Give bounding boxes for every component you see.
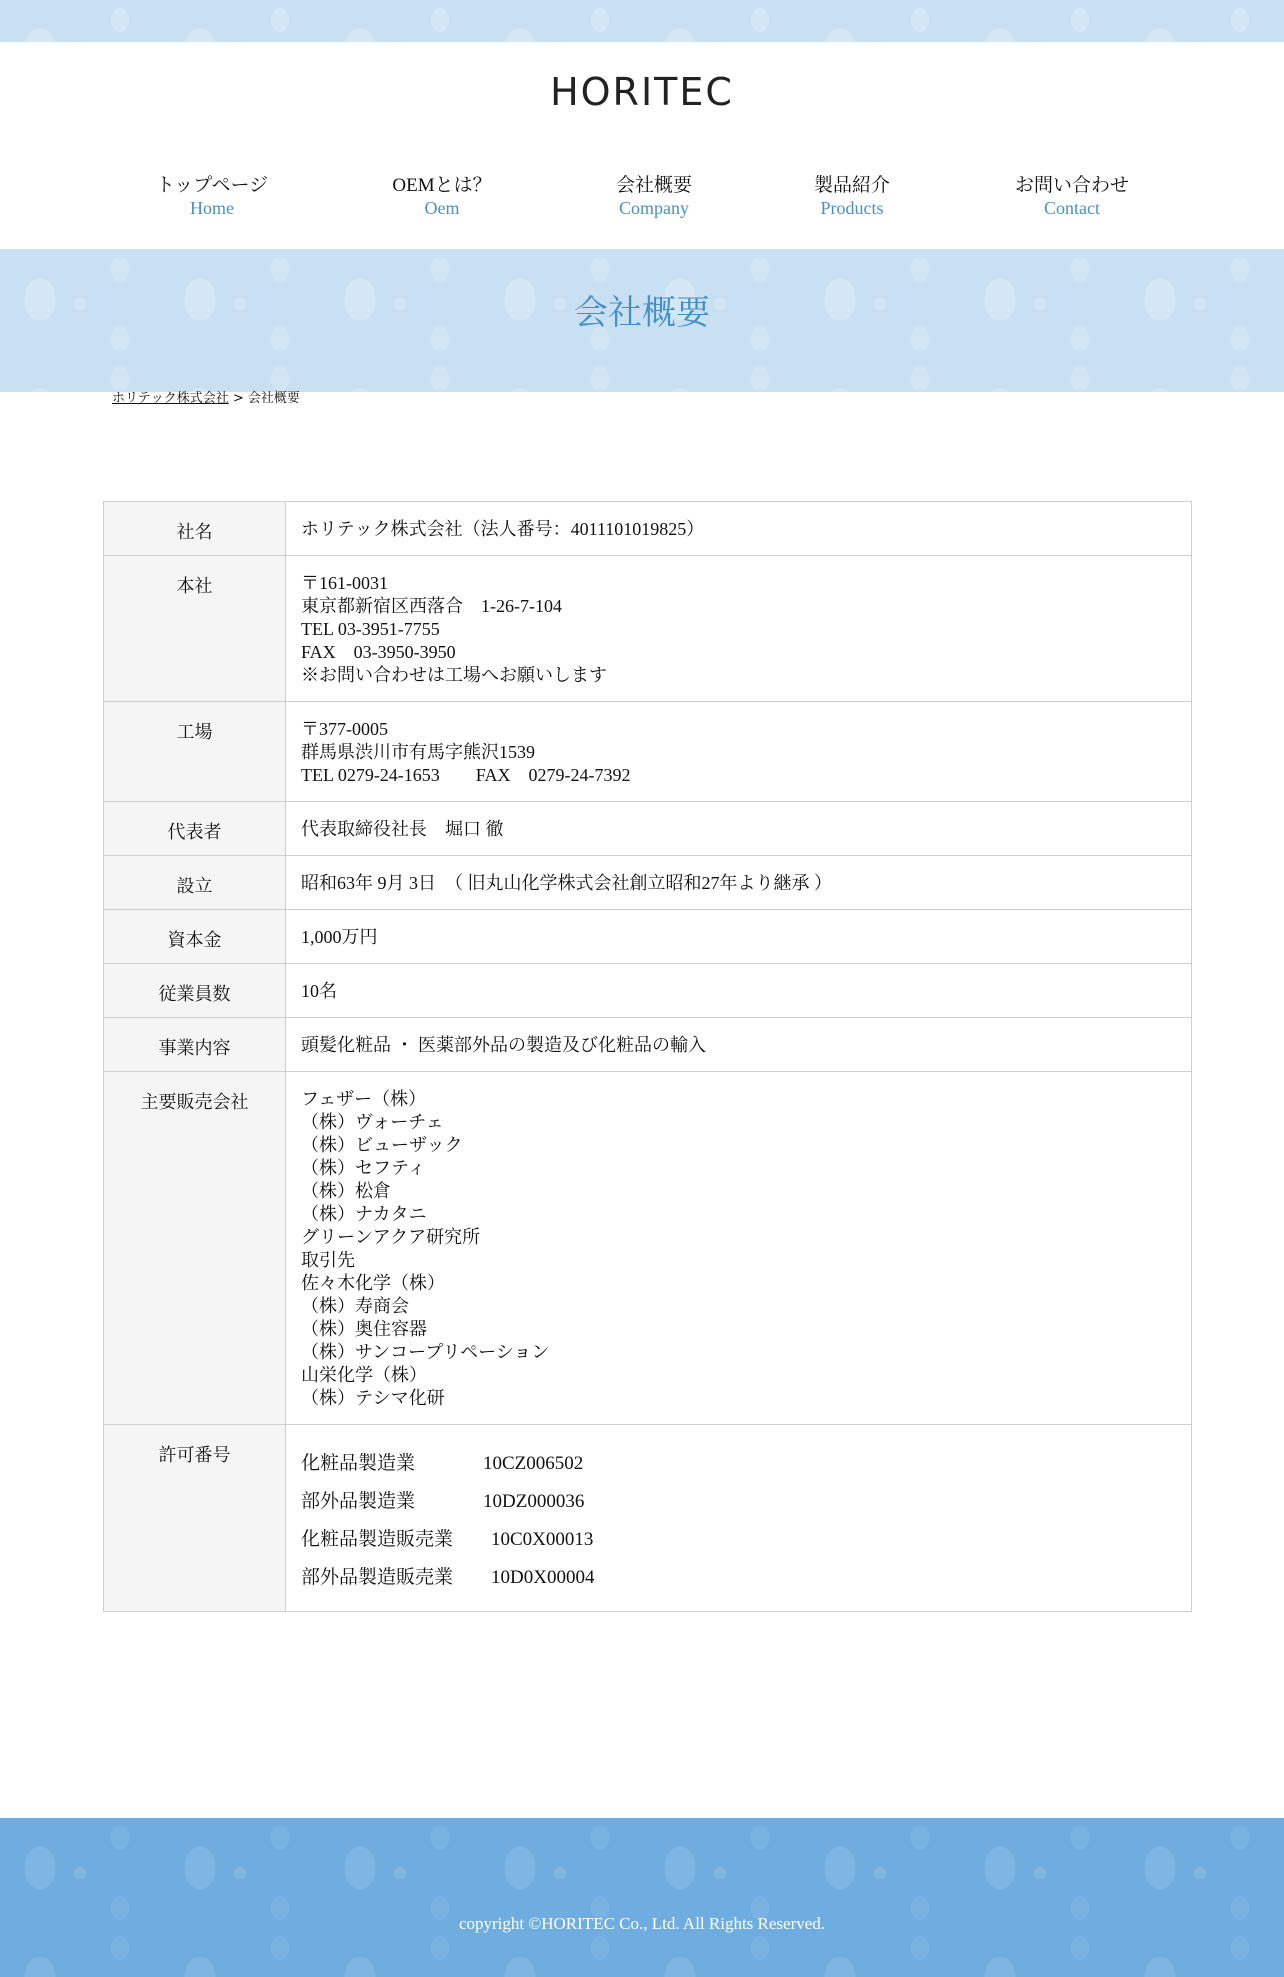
row-value-line: （株）テシマ化研 — [301, 1388, 445, 1408]
table-row — [104, 802, 1192, 856]
nav-item-contact[interactable] — [1015, 174, 1129, 219]
row-value-line: （株）ナカタニ — [301, 1204, 427, 1224]
breadcrumb-current: 会社概要 — [247, 391, 300, 406]
table-row — [104, 964, 1192, 1018]
site-logo[interactable]: HORITEC — [550, 70, 734, 114]
nav-item-company[interactable] — [616, 174, 692, 219]
license-item — [301, 1483, 1176, 1521]
nav-label-jp: 会社概要 — [615, 175, 693, 196]
company-info-table — [103, 501, 1192, 1612]
main-nav — [0, 174, 1284, 224]
row-value-line: 頭髪化粧品 ・ 医薬部外品の製造及び化粧品の輸入 — [301, 1035, 706, 1055]
nav-item-oem[interactable] — [392, 174, 491, 219]
row-label: 設立 — [104, 856, 286, 910]
row-label: 資本金 — [104, 910, 286, 964]
row-value-line: FAX 03-3950-3950 — [301, 642, 456, 662]
row-value-line: 佐々木化学（株） — [301, 1273, 445, 1293]
row-value-line: フェザー（株） — [301, 1089, 427, 1109]
table-row — [104, 856, 1192, 910]
license-number: 10DZ000036 — [483, 1491, 585, 1512]
row-value-line: グリーンアクア研究所 — [301, 1227, 481, 1247]
row-value-line: 山栄化学（株） — [301, 1365, 427, 1385]
row-value-line: ホリテック株式会社（法人番号：4011101019825） — [301, 519, 705, 539]
row-label: 許可番号 — [104, 1425, 286, 1612]
site-header — [0, 42, 1284, 249]
row-value-line: （株）寿商会 — [301, 1296, 409, 1316]
row-value — [286, 556, 1192, 702]
copyright-text: copyright ©HORITEC Co., Ltd. All Rights Reserved. — [458, 1914, 826, 1933]
row-value-line: （株）サンコープリペーション — [301, 1342, 550, 1362]
row-value-line: （株）松倉 — [301, 1181, 391, 1201]
row-value-line: 昭和63年 9月 3日 （ 旧丸山化学株式会社創立昭和27年より継承 ） — [301, 873, 832, 893]
row-label: 工場 — [104, 702, 286, 802]
row-label: 主要販売会社 — [104, 1072, 286, 1425]
page-hero-banner — [0, 249, 1284, 392]
nav-label-en: Contact — [1043, 198, 1100, 218]
license-list — [286, 1425, 1192, 1612]
license-name: 部外品製造業 — [301, 1491, 416, 1512]
nav-label-jp: 製品紹介 — [813, 175, 891, 196]
row-value — [286, 1018, 1192, 1072]
row-value-line: TEL 0279-24-1653 FAX 0279-24-7392 — [301, 765, 631, 785]
row-label: 代表者 — [104, 802, 286, 856]
license-number: 10CZ006502 — [483, 1453, 584, 1474]
table-row — [104, 702, 1192, 802]
nav-item-products[interactable] — [814, 174, 890, 219]
row-value-line: （株）ヴォーチェ — [301, 1112, 444, 1132]
row-value — [286, 802, 1192, 856]
row-value — [286, 964, 1192, 1018]
table-row-license — [104, 1425, 1192, 1612]
row-value-line: TEL 03-3951-7755 — [301, 619, 440, 639]
breadcrumb-separator: > — [228, 391, 248, 406]
row-label: 社名 — [104, 502, 286, 556]
page-title: 会社概要 — [574, 293, 710, 333]
row-value-line: （株）ビューザック — [301, 1135, 463, 1155]
row-label: 本社 — [104, 556, 286, 702]
license-name: 部外品製造販売業 — [301, 1567, 454, 1588]
nav-label-en: Products — [820, 198, 884, 218]
table-row — [104, 1018, 1192, 1072]
row-value-line: ※お問い合わせは工場へお願いします — [301, 665, 607, 685]
table-row — [104, 910, 1192, 964]
license-name: 化粧品製造業 — [301, 1453, 416, 1474]
row-value-line: 取引先 — [301, 1250, 355, 1270]
nav-label-jp: お問い合わせ — [1014, 175, 1130, 196]
row-label: 事業内容 — [104, 1018, 286, 1072]
row-value — [286, 856, 1192, 910]
table-row — [104, 1072, 1192, 1425]
row-value-line: （株）奥住容器 — [301, 1319, 427, 1339]
nav-label-jp: OEMとは？ — [392, 175, 492, 196]
breadcrumb — [112, 387, 300, 406]
license-item — [301, 1445, 1176, 1483]
row-value-line: 東京都新宿区西落合 1-26-7-104 — [301, 596, 562, 616]
row-value-line: （株）セフティ — [301, 1158, 426, 1178]
license-item — [301, 1521, 1176, 1559]
nav-label-en: Oem — [424, 198, 460, 218]
row-value-line: 群馬県渋川市有馬字熊沢1539 — [301, 742, 535, 762]
row-value — [286, 702, 1192, 802]
nav-item-home[interactable] — [156, 174, 268, 219]
license-item — [301, 1559, 1176, 1597]
row-value-line: 〒377-0005 — [301, 719, 388, 739]
row-value-line: 代表取締役社長 堀口 徹 — [301, 819, 504, 839]
row-value — [286, 502, 1192, 556]
row-value-line: 1,000万円 — [301, 927, 378, 947]
license-number: 10C0X00013 — [491, 1529, 594, 1550]
breadcrumb-home-link[interactable]: ホリテック株式会社 — [112, 391, 229, 406]
table-row — [104, 556, 1192, 702]
top-pattern-band — [0, 0, 1284, 42]
license-name: 化粧品製造販売業 — [301, 1529, 454, 1550]
row-value — [286, 910, 1192, 964]
license-number: 10D0X00004 — [491, 1567, 595, 1588]
site-footer — [0, 1818, 1284, 1977]
nav-label-en: Company — [618, 198, 689, 218]
row-value-line: 〒161-0031 — [301, 573, 388, 593]
row-value-line: 10名 — [301, 981, 337, 1001]
table-row — [104, 502, 1192, 556]
nav-label-jp: トップページ — [155, 175, 269, 196]
row-value — [286, 1072, 1192, 1425]
row-label: 従業員数 — [104, 964, 286, 1018]
nav-label-en: Home — [189, 198, 234, 218]
